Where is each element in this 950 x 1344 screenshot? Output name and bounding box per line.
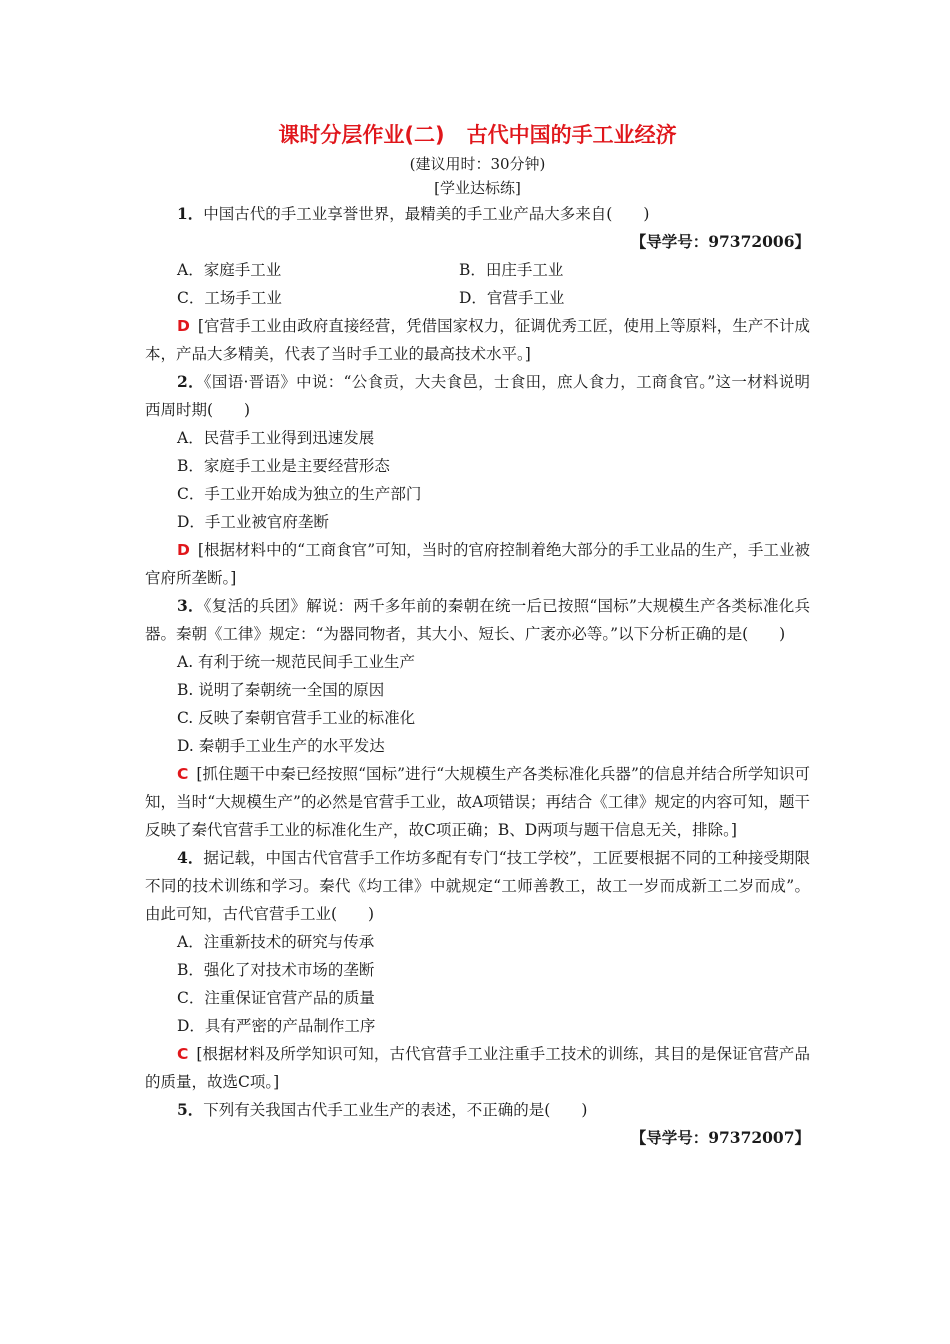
- option-a: A．注重新技术的研究与传承: [177, 933, 375, 951]
- option-c: C．工场手工业: [177, 289, 282, 307]
- option-d: D．具有严密的产品制作工序: [177, 1017, 376, 1035]
- question-3: [145, 592, 810, 844]
- guide-number: 【导学号：97372007】: [630, 1128, 810, 1147]
- options-row: [145, 256, 810, 284]
- question-stem: 1．中国古代的手工业享誉世界，最精美的手工业产品大多来自( ): [177, 204, 650, 223]
- option-d: D．官营手工业: [459, 289, 565, 307]
- question-4: [145, 844, 810, 1096]
- answer-letter: D: [177, 317, 190, 335]
- option-a: A．民营手工业得到迅速发展: [177, 429, 375, 447]
- question-stem: 5．下列有关我国古代手工业生产的表述，不正确的是( ): [177, 1100, 588, 1119]
- answer-explanation: C [根据材料及所学知识可知，古代官营手工业注重手工技术的训练，其目的是保证官营产品的质量，故选C项。]: [145, 1045, 810, 1091]
- answer-letter: C: [177, 1045, 189, 1063]
- section-heading: [学业达标练]: [434, 179, 521, 197]
- option-d: D．手工业被官府垄断: [177, 513, 329, 531]
- question-number: 5．: [177, 1100, 204, 1119]
- question-stem: 3．《复活的兵团》解说：两千多年前的秦朝在统一后已按照“国标”大规模生产各类标准化兵器。秦朝《工律》规定：“为器同物者，其大小、短长、广袤亦必等。”以下分析正确的是( ): [145, 596, 810, 643]
- options-row: [145, 284, 810, 312]
- question-stem: 2．《国语·晋语》中说：“公食贡，大夫食邑，士食田，庶人食力，工商食官。”这一材料说明西周时期( ): [145, 372, 810, 419]
- title-right: 古代中国的手工业经济: [466, 123, 677, 147]
- question-number: 1．: [177, 204, 204, 223]
- option-c: C．注重保证官营产品的质量: [177, 989, 375, 1007]
- question-number: 2．: [177, 372, 204, 391]
- document-page: [145, 118, 810, 1152]
- answer-explanation: C [抓住题干中秦已经按照“国标”进行“大规模生产各类标准化兵器”的信息并结合所学知识可知，当时“大规模生产”的必然是官营手工业，故A项错误；再结合《工律》规定的内容可知，题干反映了秦代官营手工业的标准化生产，故C项正确；B、D两项与题干信息无关，排除。]: [145, 765, 810, 839]
- answer-explanation: D [官营手工业由政府直接经营，凭借国家权力，征调优秀工匠，使用上等原料，生产不计成本，产品大多精美，代表了当时手工业的最高技术水平。]: [145, 317, 810, 363]
- option-c: C．手工业开始成为独立的生产部门: [177, 485, 422, 503]
- guide-number: 【导学号：97372006】: [630, 232, 810, 251]
- question-5: [145, 1096, 810, 1152]
- question-number: 4．: [177, 848, 204, 867]
- question-1: [145, 200, 810, 368]
- answer-letter: D: [177, 541, 190, 559]
- option-b: B．强化了对技术市场的垄断: [177, 961, 375, 979]
- title-left: 课时分层作业(二): [278, 123, 445, 147]
- question-number: 3．: [177, 596, 204, 615]
- answer-letter: C: [177, 765, 189, 783]
- question-stem: 4．据记载，中国古代官营手工作坊多配有专门“技工学校”，工匠要根据不同的工种接受期限不同的技术训练和学习。秦代《均工律》中就规定“工师善教工，故工一岁而成新工二岁而成”。由此可知，古代官营手工业( ): [145, 848, 810, 923]
- answer-explanation: D [根据材料中的“工商食官”可知，当时的官府控制着绝大部分的手工业品的生产，手工业被官府所垄断。]: [145, 541, 810, 587]
- option-b: B．田庄手工业: [459, 261, 564, 279]
- page-title: [145, 118, 810, 152]
- suggested-time: (建议用时：30分钟): [409, 155, 546, 173]
- option-d: D. 秦朝手工业生产的水平发达: [177, 737, 385, 755]
- option-b: B. 说明了秦朝统一全国的原因: [177, 681, 385, 699]
- option-b: B．家庭手工业是主要经营形态: [177, 457, 390, 475]
- option-a: A．家庭手工业: [177, 261, 282, 279]
- question-2: [145, 368, 810, 592]
- option-a: A. 有利于统一规范民间手工业生产: [177, 653, 416, 671]
- option-c: C. 反映了秦朝官营手工业的标准化: [177, 709, 416, 727]
